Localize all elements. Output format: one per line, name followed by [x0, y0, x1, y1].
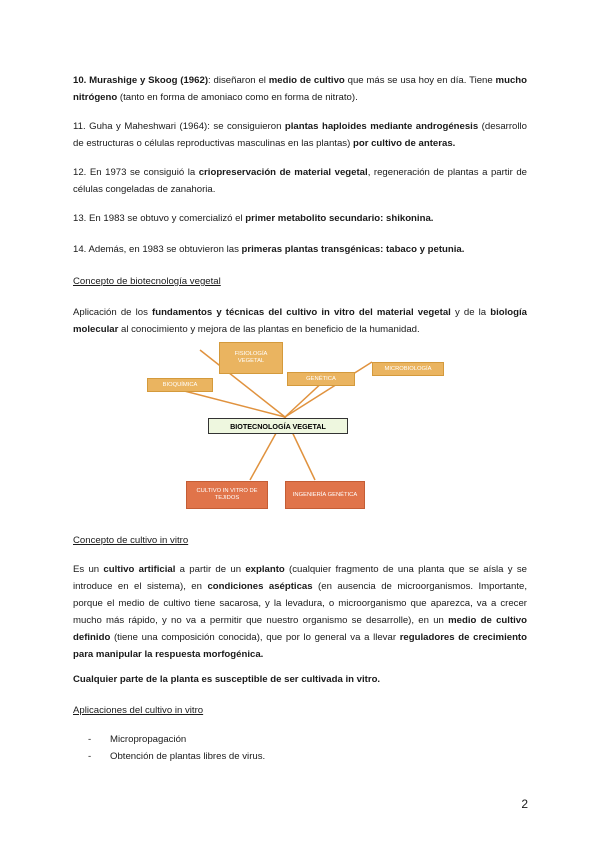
item-12: 12. En 1973 se consiguió la criopreservación de material vegetal, regeneración de plantas a partir de células congeladas de zanahoria. — [73, 167, 527, 195]
box-fisiologia-vegetal: FISIOLOGÍA VEGETAL — [219, 342, 283, 374]
item-10-author: Murashige y Skoog — [89, 75, 178, 86]
biotecnologia-diagram — [140, 340, 460, 510]
box-bioquimica: BIOQUÍMICA — [147, 378, 213, 392]
item-10: 10. Murashige y Skoog (1962): diseñaron el medio de cultivo que más se usa hoy en día. Tiene mucho nitrógeno (tanto en forma de amoniaco como en forma de nitrato). — [73, 75, 527, 103]
list-item: Obtención de plantas libres de virus. — [110, 751, 266, 762]
heading-aplicaciones: Aplicaciones del cultivo in vitro — [73, 705, 204, 716]
item-11: 11. Guha y Maheshwari (1964): se consiguieron plantas haploides mediante androgénesis (desarrollo de estructuras o células reproductivas masculinas en las plantas) por cultivo de anteras. — [73, 121, 527, 149]
heading-biotecnologia: Concepto de biotecnología vegetal — [73, 276, 221, 287]
paragraph-cultivo: Es un cultivo artificial a partir de un explanto (cualquier fragmento de una planta que se aísla y se introduce en el sistema), en condiciones asépticas (en ausencia de microorganismos. Importante, porque el medio de cultivo tiene sacarosa, y la levadura, o microorganismo que aparezca, va a crecer mucho más rápido, y no va a permitir que nuestro organismo se desarrolle), en un medio de cultivo definido (tiene una composición conocida), que por lo general va a llevar reguladores de crecimiento para manipular la respuesta morfogénica. — [73, 564, 527, 660]
box-biotecnologia-vegetal: BIOTECNOLOGÍA VEGETAL — [208, 418, 348, 434]
item-10-number: 10. — [73, 75, 87, 86]
connector-microbiologia — [285, 362, 372, 417]
box-genetica: GENÉTICA — [287, 372, 355, 386]
item-13: 13. En 1983 se obtuvo y comercializó el primer metabolito secundario: shikonina. — [73, 213, 434, 224]
page-number: 2 — [521, 797, 528, 811]
item-14: 14. Además, en 1983 se obtuvieron las primeras plantas transgénicas: tabaco y petunia. — [73, 244, 465, 255]
bullet-dash: - — [88, 751, 92, 762]
statement-cualquier-parte: Cualquier parte de la planta es susceptible de ser cultivada in vitro. — [73, 674, 381, 685]
item-10-year: (1962) — [180, 75, 209, 86]
list-item: Micropropagación — [110, 734, 187, 745]
heading-cultivo-in-vitro: Concepto de cultivo in vitro — [73, 535, 189, 546]
paragraph-biotecnologia: Aplicación de los fundamentos y técnicas del cultivo in vitro del material vegetal y de la biología molecular al conocimiento y mejora de las plantas en beneficio de la humanidad. — [73, 307, 527, 335]
box-ingenieria-genetica: INGENIERÍA GENÉTICA — [285, 481, 365, 509]
box-cultivo-in-vitro: CULTIVO IN VITRO DE TEJIDOS — [186, 481, 268, 509]
box-microbiologia: MICROBIOLOGÍA — [372, 362, 444, 376]
bullet-dash: - — [88, 734, 92, 745]
